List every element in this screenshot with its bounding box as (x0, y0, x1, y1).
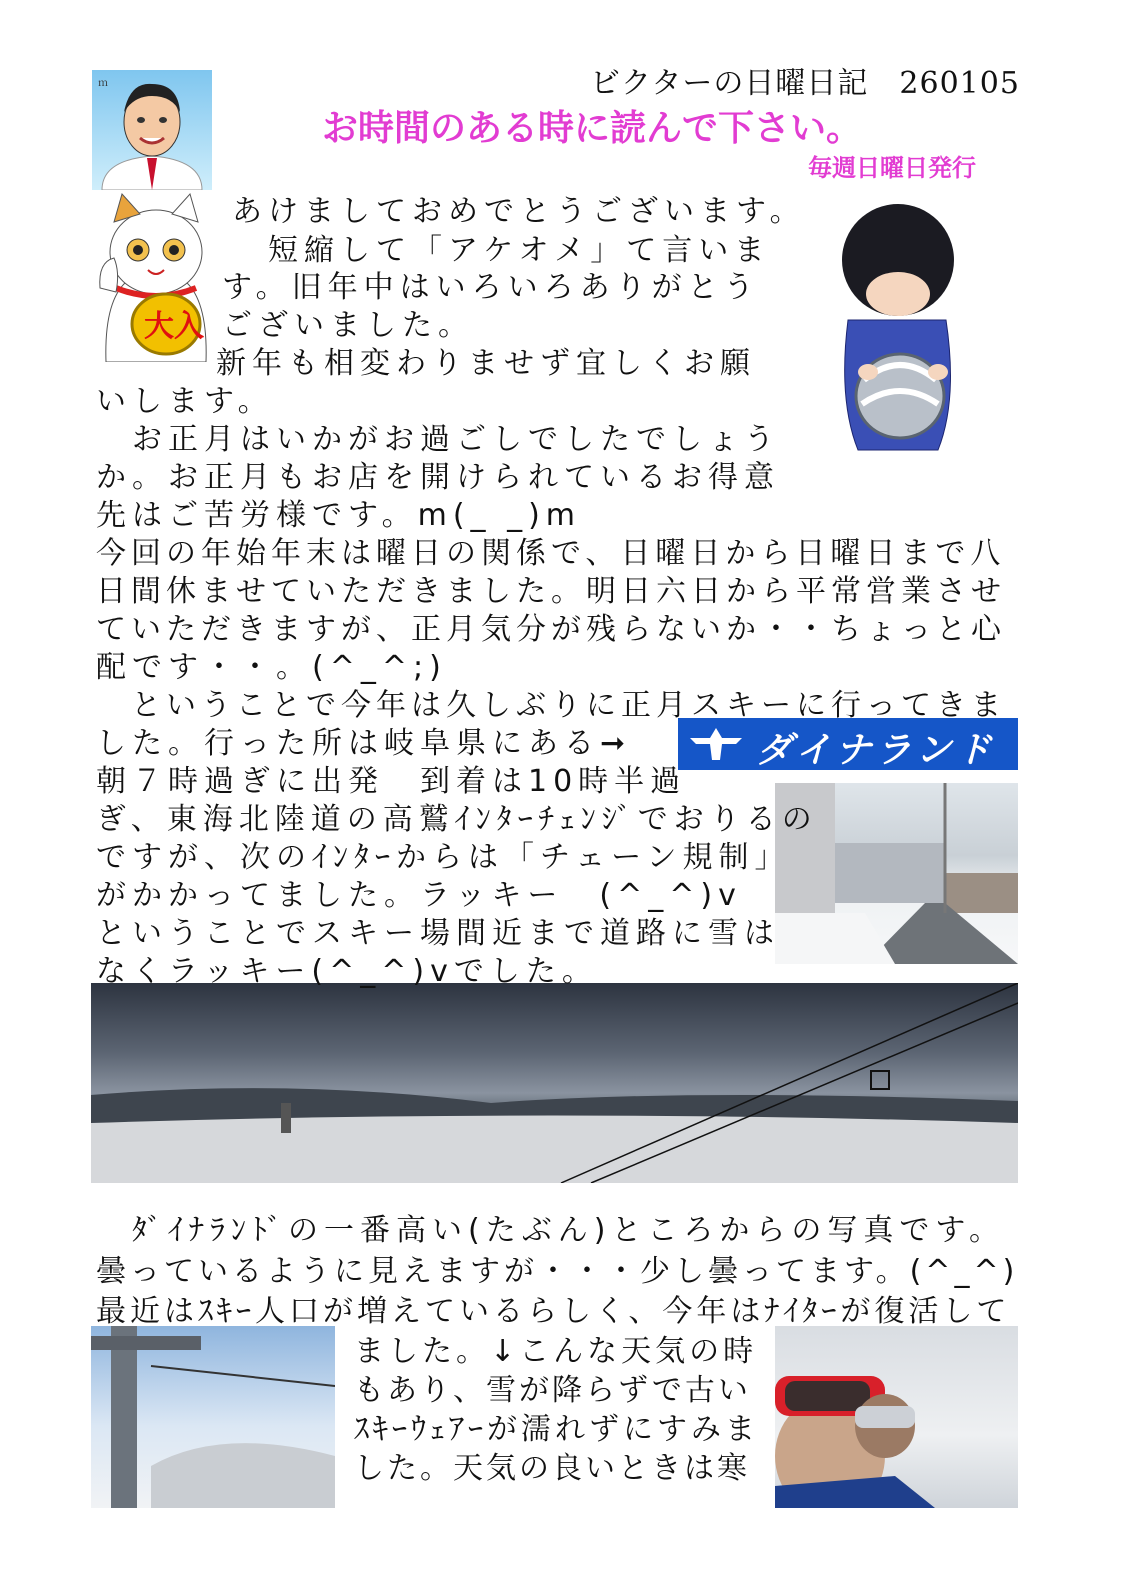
author-portrait-image (92, 70, 212, 190)
text-line: 新年も相変わりませず宜しくお願 (216, 346, 756, 381)
text-line: ｽｷｰｳｪｱｰが濡れずにすみま (354, 1412, 759, 1447)
text-line: いします。 (96, 384, 274, 419)
text-line: ということでスキー場間近まで道路に雪は (96, 916, 780, 951)
text-line: ﾀﾞｲﾅﾗﾝﾄﾞの一番高い(たぶん)ところからの写真です。 (96, 1213, 1006, 1248)
text-line: した。天気の良いときは寒 (354, 1451, 750, 1486)
text-line: 曇っているように見えますが・・・少し曇ってます。(^_^) (96, 1254, 1019, 1289)
chairlift-photo (91, 1326, 335, 1508)
text-line: もあり、雪が降らずで古い (354, 1373, 751, 1408)
page-subtitle: お時間のある時に読んで下さい。 (322, 107, 863, 148)
text-line: ということで今年は久しぶりに正月スキーに行ってきま (96, 688, 1006, 723)
dynaland-logo (678, 718, 1018, 770)
text-line: お正月はいかがお過ごしでしたでしょう (96, 422, 780, 457)
text-line: か。お正月もお店を開けられているお得意 (96, 460, 780, 495)
text-line: 今回の年始年末は曜日の関係で、日曜日から日曜日まで八 (96, 536, 1006, 571)
text-line: 短縮して「アケオメ」て言いま (232, 233, 771, 268)
text-line: ぎ、東海北陸道の高鷲ｲﾝﾀｰﾁｪﾝｼﾞでおりるの (96, 802, 818, 837)
text-line: 先はご苦労様です。m(_ _)m (96, 498, 581, 533)
diary-title: ビクターの日曜日記 260105 (590, 66, 1020, 101)
text-line: 配です・・。(^_^;) (96, 650, 447, 685)
text-line: ていただきますが、正月気分が残らないか・・ちょっと心 (96, 612, 1006, 647)
text-line: 朝７時過ぎに出発 到着は10時半過 (96, 764, 687, 799)
text-line: なくラッキー(^_^)vでした。 (96, 954, 598, 989)
text-line: ございました。 (222, 308, 474, 343)
lucky-cat-image (96, 192, 216, 362)
character-illustration (828, 200, 968, 460)
weekly-note: 毎週日曜日発行 (808, 155, 976, 182)
panorama-photo (91, 983, 1018, 1183)
text-line: 最近はｽｷｰ人口が増えているらしく、今年はﾅｲﾀｰが復活して (96, 1294, 1011, 1329)
text-line: あけましておめでとうございます。 (232, 194, 806, 229)
text-line: ですが、次のｲﾝﾀｰからは「チェーン規制」 (96, 840, 791, 875)
svg-text:ｍ: ｍ (98, 78, 108, 89)
text-line: す。旧年中はいろいろありがとう (222, 270, 760, 305)
text-line: した。行った所は岐阜県にある➞ (96, 726, 632, 761)
text-line: ました。↓こんな天気の時 (354, 1334, 758, 1369)
svg-text:大入: 大入 (144, 309, 204, 344)
text-line: がかかってました。ラッキー (^_^)v (96, 878, 742, 913)
dynaland-logo-text: ダイナランド (756, 730, 996, 770)
selfie-photo (775, 1326, 1018, 1508)
text-line: 日間休ませていただきました。明日六日から平常営業させ (96, 574, 1006, 609)
